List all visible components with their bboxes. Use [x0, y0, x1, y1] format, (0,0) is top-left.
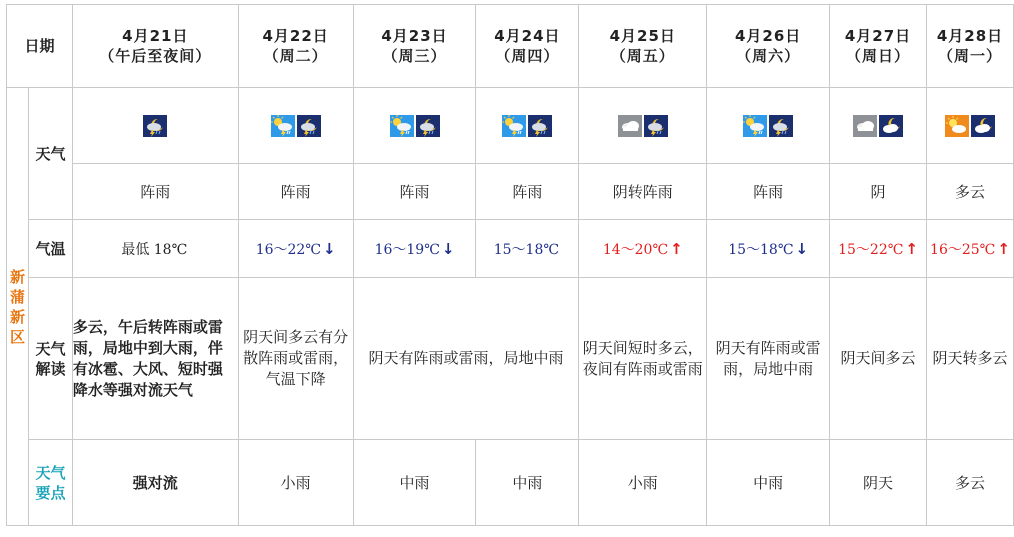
temperature-row — [7, 220, 1014, 278]
night-cloudy-icon — [971, 115, 995, 137]
night-thunder-rain-icon — [416, 115, 440, 137]
temperature-cell: 15～18℃ ↓ — [707, 220, 830, 278]
interpretation-cell: 阴天转多云 — [926, 278, 1013, 440]
weather-condition-row — [7, 164, 1014, 220]
day-header: 4月22日 （周二） — [238, 5, 353, 88]
temperature-cell: 14～20℃ ↑ — [579, 220, 707, 278]
weather-condition: 阵雨 — [707, 164, 830, 220]
interpretation-cell: 阴天间短时多云，夜间有阵雨或雷雨 — [579, 278, 707, 440]
weather-icons — [476, 88, 579, 164]
weather-icons — [830, 88, 927, 164]
key-points-row-label: 天气 要点 — [28, 440, 72, 526]
key-point: 中雨 — [353, 440, 476, 526]
temperature-cell: 16～22℃ ↓ — [238, 220, 353, 278]
day-header: 4月27日 （周日） — [830, 5, 927, 88]
key-point: 阴天 — [830, 440, 927, 526]
day-header: 4月25日 （周五） — [579, 5, 707, 88]
weather-condition: 阴 — [830, 164, 927, 220]
interpretation-cell: 阴天有阵雨或雷雨，局地中雨 — [707, 278, 830, 440]
night-thunder-rain-icon — [143, 115, 167, 137]
key-points-row — [7, 440, 1014, 526]
day-thunder-rain-icon — [743, 115, 767, 137]
forecast-table — [6, 4, 1014, 526]
night-thunder-rain-icon — [297, 115, 321, 137]
temperature-cell: 16～25℃ ↑ — [926, 220, 1013, 278]
temperature-cell: 最低 18℃ — [72, 220, 238, 278]
temperature-row-label: 气温 — [28, 220, 72, 278]
weather-row-label: 天气 — [28, 88, 72, 220]
interpretation-cell: 多云，午后转阵雨或雷雨，局地中到大雨，伴有冰雹、大风、短时强降水等强对流天气 — [72, 278, 238, 440]
interpretation-row — [7, 278, 1014, 440]
weather-condition: 阴转阵雨 — [579, 164, 707, 220]
overcast-icon — [853, 115, 877, 137]
header-row — [7, 5, 1014, 88]
day-thunder-rain-icon — [502, 115, 526, 137]
day-header: 4月23日 （周三） — [353, 5, 476, 88]
date-column-label: 日期 — [7, 5, 73, 88]
weather-icons — [926, 88, 1013, 164]
key-point: 小雨 — [579, 440, 707, 526]
weather-icon-row — [7, 88, 1014, 164]
weather-icons — [579, 88, 707, 164]
day-header: 4月26日 （周六） — [707, 5, 830, 88]
night-thunder-rain-icon — [644, 115, 668, 137]
weather-icons — [238, 88, 353, 164]
night-thunder-rain-icon — [769, 115, 793, 137]
interpretation-row-label: 天气 解读 — [28, 278, 72, 440]
weather-icons — [72, 88, 238, 164]
day-thunder-rain-icon — [271, 115, 295, 137]
day-header: 4月24日 （周四） — [476, 5, 579, 88]
key-point: 多云 — [926, 440, 1013, 526]
interpretation-cell: 阴天间多云有分散阵雨或雷雨，气温下降 — [238, 278, 353, 440]
key-point: 强对流 — [72, 440, 238, 526]
temperature-cell: 15～22℃ ↑ — [830, 220, 927, 278]
temperature-cell: 15～18℃ — [476, 220, 579, 278]
night-cloudy-icon — [879, 115, 903, 137]
key-point: 中雨 — [707, 440, 830, 526]
weather-icons — [353, 88, 476, 164]
day-header: 4月21日 （午后至夜间） — [72, 5, 238, 88]
interpretation-cell: 阴天间多云 — [830, 278, 927, 440]
weather-icons — [707, 88, 830, 164]
day-thunder-rain-icon — [390, 115, 414, 137]
weather-condition: 阵雨 — [238, 164, 353, 220]
region-label: 新 蒲 新 区 — [7, 88, 29, 526]
weather-condition: 多云 — [926, 164, 1013, 220]
temperature-cell: 16～19℃ ↓ — [353, 220, 476, 278]
overcast-icon — [618, 115, 642, 137]
key-point: 中雨 — [476, 440, 579, 526]
night-thunder-rain-icon — [528, 115, 552, 137]
weather-condition: 阵雨 — [72, 164, 238, 220]
interpretation-cell: 阴天有阵雨或雷雨，局地中雨 — [353, 278, 579, 440]
day-partly-cloudy-icon — [945, 115, 969, 137]
key-point: 小雨 — [238, 440, 353, 526]
day-header: 4月28日 （周一） — [926, 5, 1013, 88]
weather-condition: 阵雨 — [353, 164, 476, 220]
weather-condition: 阵雨 — [476, 164, 579, 220]
